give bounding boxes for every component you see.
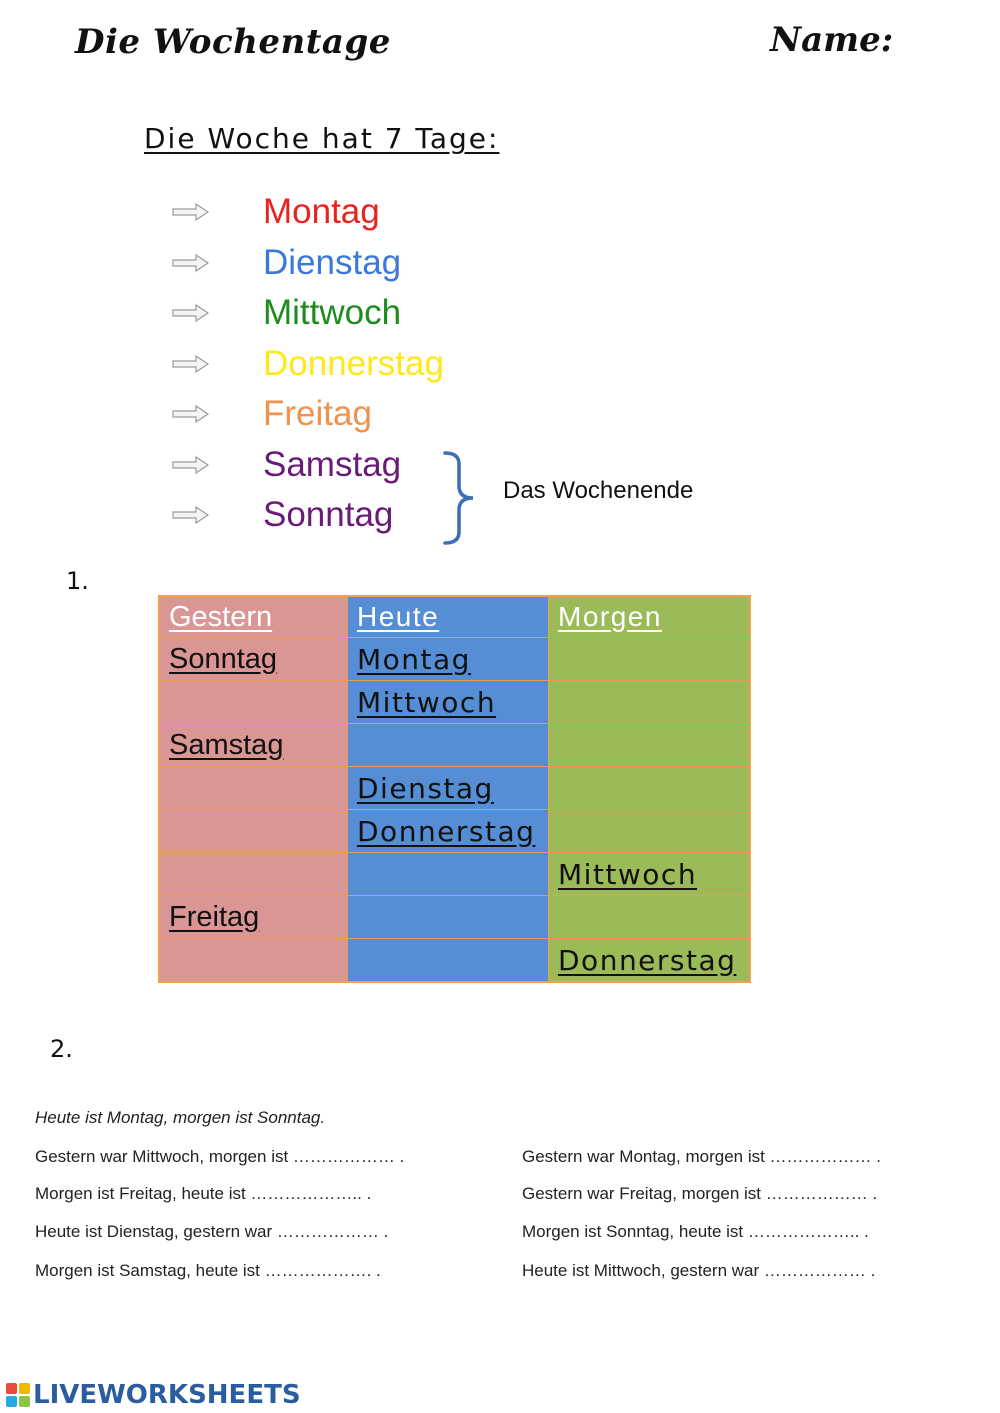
sentence-left-4: Morgen ist Samstag, heute ist ………………. . [35, 1261, 381, 1280]
day-list-item [172, 238, 401, 288]
arrow-right-icon [172, 303, 210, 323]
exercise-1-number: 1. [66, 567, 89, 595]
cell-gestern: Sonntag [159, 638, 348, 681]
day-name: Donnerstag [263, 344, 444, 383]
day-name: Samstag [263, 445, 402, 484]
cell-morgen: Mittwoch [549, 853, 751, 896]
day-list-item [172, 490, 393, 540]
arrow-right-icon [172, 253, 210, 273]
sentence-right-3: Morgen ist Sonntag, heute ist ……………….. . [522, 1222, 869, 1241]
logo-text: LIVEWORKSHEETS [33, 1380, 301, 1410]
logo-mark-icon [6, 1383, 30, 1407]
cell-heute: Mittwoch [348, 681, 549, 724]
table-row [159, 681, 750, 724]
sentence-right-2: Gestern war Freitag, morgen ist ……………… . [522, 1184, 878, 1203]
cell-gestern[interactable] [159, 939, 348, 983]
cell-morgen[interactable] [549, 638, 751, 681]
arrow-right-icon [172, 354, 210, 374]
exercise-2-number: 2. [50, 1035, 73, 1063]
liveworksheets-logo[interactable] [6, 1380, 301, 1410]
logo-square [19, 1383, 30, 1394]
day-list-item [172, 187, 380, 237]
worksheet-title: Die Wochentage [75, 22, 391, 62]
table-row [159, 896, 750, 939]
header-morgen: Morgen [549, 596, 751, 638]
header-heute: Heute [348, 596, 549, 638]
day-name: Freitag [263, 394, 372, 433]
day-list-item [172, 288, 401, 338]
day-name: Dienstag [263, 243, 402, 282]
arrow-right-icon [172, 202, 210, 222]
arrow-right-icon [172, 404, 210, 424]
weekend-label: Das Wochenende [503, 477, 694, 504]
curly-brace-icon [441, 450, 481, 546]
sentence-left-2: Morgen ist Freitag, heute ist ……………….. . [35, 1184, 372, 1203]
header-gestern: Gestern [159, 596, 348, 638]
day-name: Montag [263, 192, 380, 231]
cell-heute[interactable] [348, 853, 549, 896]
cell-heute: Dienstag [348, 767, 549, 810]
cell-gestern[interactable] [159, 767, 348, 810]
logo-square [6, 1396, 17, 1407]
example-sentence: Heute ist Montag, morgen ist Sonntag. [35, 1108, 326, 1127]
cell-heute: Montag [348, 638, 549, 681]
cell-morgen[interactable] [549, 724, 751, 767]
logo-square [6, 1383, 17, 1394]
cell-heute[interactable] [348, 724, 549, 767]
cell-gestern[interactable] [159, 681, 348, 724]
cell-morgen[interactable] [549, 767, 751, 810]
day-name: Sonntag [263, 495, 394, 534]
days-table [158, 595, 751, 983]
table-row [159, 767, 750, 810]
arrow-right-icon [172, 455, 210, 475]
cell-morgen: Donnerstag [549, 939, 751, 983]
day-list-item [172, 389, 372, 439]
table-row [159, 853, 750, 896]
cell-heute[interactable] [348, 896, 549, 939]
cell-gestern[interactable] [159, 810, 348, 853]
cell-morgen[interactable] [549, 810, 751, 853]
cell-heute[interactable] [348, 939, 549, 983]
sentence-right-4: Heute ist Mittwoch, gestern war ……………… . [522, 1261, 876, 1280]
table-row [159, 810, 750, 853]
cell-morgen[interactable] [549, 896, 751, 939]
sentence-left-1: Gestern war Mittwoch, morgen ist ……………… . [35, 1147, 405, 1166]
sentence-right-1: Gestern war Montag, morgen ist ……………… . [522, 1147, 881, 1166]
cell-heute: Donnerstag [348, 810, 549, 853]
week-heading: Die Woche hat 7 Tage: [144, 122, 500, 155]
cell-gestern[interactable] [159, 853, 348, 896]
day-name: Mittwoch [263, 293, 402, 332]
sentence-left-3: Heute ist Dienstag, gestern war ……………… . [35, 1222, 389, 1241]
cell-gestern: Samstag [159, 724, 348, 767]
logo-square [19, 1396, 30, 1407]
table-row [159, 939, 750, 983]
day-list-item [172, 440, 401, 490]
cell-morgen[interactable] [549, 681, 751, 724]
cell-gestern: Freitag [159, 896, 348, 939]
table-header-row [159, 596, 750, 638]
day-list-item [172, 339, 444, 389]
arrow-right-icon [172, 505, 210, 525]
name-label: Name: [770, 20, 894, 60]
table-row [159, 638, 750, 681]
table-row [159, 724, 750, 767]
